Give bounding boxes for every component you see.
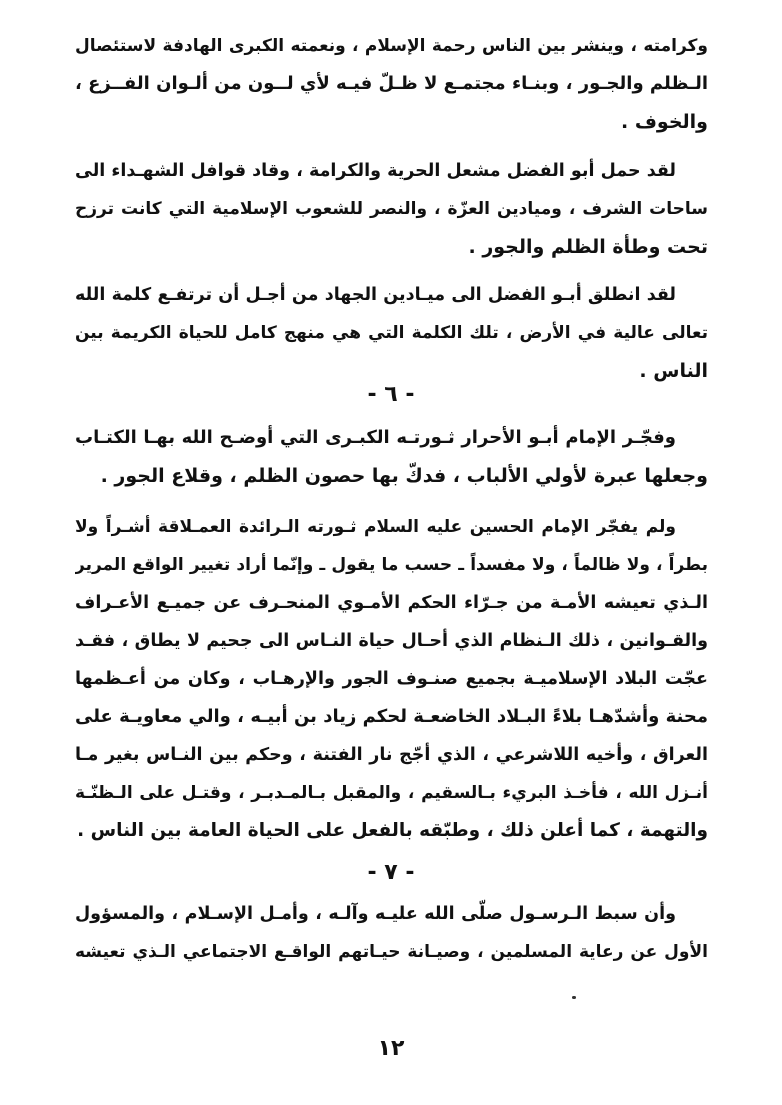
paragraph-4	[75, 419, 708, 495]
paragraph-line: ولم يفجّر الإمام الحسين عليه السلام ثـورته الـرائدة العمـلاقة أشـراً ولا	[75, 517, 676, 537]
paragraph-3	[75, 276, 708, 390]
paragraph-line: أنـزل الله ، فأخـذ البريء بـالسقيم ، والمقبل بـالمـدبـر ، وقتـل على الـظنّـة	[75, 783, 708, 803]
paragraph-line: الـذي تعيشه الأمـة من جـرّاء الحكم الأمـوي المنحـرف عن جميـع الأعـراف	[75, 593, 708, 613]
paragraph-line: وجعلها عبرة لأولي الألباب ، فدكّ بها حصون الظلم ، وقلاع الجور .	[100, 465, 708, 487]
paragraph-line: وأن سبط الـرسـول صلّى الله عليـه وآلـه ، وأمـل الإسـلام ، والمسؤول	[75, 904, 676, 924]
ink-speck	[572, 996, 576, 999]
paragraph-6	[75, 895, 708, 971]
paragraph-line: عجّت البلاد الإسلاميـة بجميع صنـوف الجور والإرهـاب ، وكان من أعـظمها	[75, 669, 708, 689]
paragraph-line: والقـوانين ، ذلك الـنظام الذي أحـال حياة النـاس الى جحيم لا يطاق ، فقـد	[75, 631, 708, 651]
paragraph-line: تعالى عالية في الأرض ، تلك الكلمة التي هي منهج كامل للحياة الكريمة بين	[75, 323, 708, 343]
paragraph-line: لقد انطلق أبـو الفضل الى ميـادين الجهاد من أجـل أن ترتفـع كلمة الله	[75, 285, 676, 305]
paragraph-2	[75, 152, 708, 266]
paragraph-line: محنة وأشدّهـا بلاءً البـلاد الخاضعـة لحكم زياد بن أبيـه ، والي معاويـة على	[75, 706, 708, 727]
paragraph-line: وكرامته ، وينشر بين الناس رحمة الإسلام ، ونعمته الكبرى الهادفة لاستئصال	[75, 36, 708, 56]
section-number: - ٦ -	[367, 382, 415, 407]
paragraph-line: ساحات الشرف ، وميادين العزّة ، والنصر للشعوب الإسلامية التي كانت ترزح	[75, 199, 708, 219]
paragraph-line: العراق ، وأخيه اللاشرعي ، الذي أجّج نار الفتنة ، وحكم بين النـاس بغير مـا	[75, 745, 708, 765]
paragraph-line: الأول عن رعاية المسلمين ، وصيـانة حيـاتهم الواقـع الاجتماعي الـذي تعيشه	[75, 942, 708, 962]
paragraph-1	[75, 27, 708, 141]
paragraph-5	[75, 508, 708, 850]
page-number: ١٢	[377, 1036, 405, 1061]
paragraph-line: لقد حمل أبو الفضل مشعل الحرية والكرامة ، وقاد قوافل الشهـداء الى	[75, 161, 676, 181]
paragraph-line: والتهمة ، كما أعلن ذلك ، وطبّقه بالفعل على الحياة العامة بين الناس .	[77, 820, 708, 841]
paragraph-line: الـظلم والجـور ، وبنـاء مجتمـع لا ظـلّ فيـه لأي لــون من ألـوان الفــزع ،	[75, 73, 708, 94]
paragraph-line: وفجّـر الإمام أبـو الأحرار ثـورتـه الكبـرى التي أوضـح الله بهـا الكتـاب	[75, 427, 676, 448]
paragraph-line: الناس .	[639, 360, 708, 382]
paragraph-line: بطراً ، ولا ظالماً ، ولا مفسداً ـ حسب ما يقول ـ وإنّما أراد تغيير الواقع المرير	[75, 555, 708, 575]
paragraph-line: والخوف .	[621, 111, 708, 133]
section-number: - ٧ -	[367, 860, 415, 885]
paragraph-line: تحت وطأة الظلم والجور .	[468, 236, 708, 258]
